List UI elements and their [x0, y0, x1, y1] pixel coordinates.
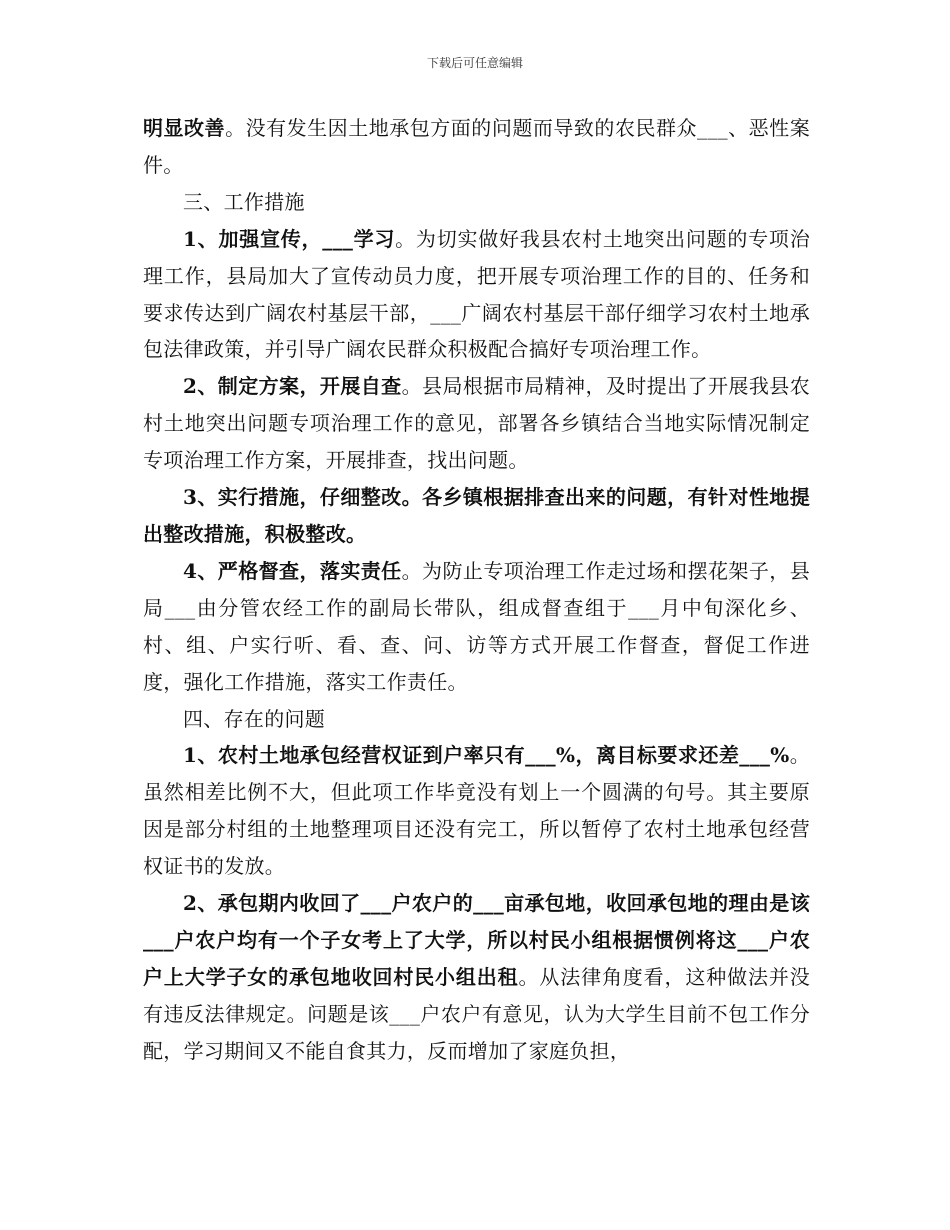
paragraph-supervision — [143, 553, 810, 701]
page-header: 下载后可任意编辑 — [426, 56, 523, 70]
paragraph-certificate-rate — [143, 737, 810, 885]
paragraph-continuation — [143, 110, 810, 184]
heading-text: 四、存在的问题 — [183, 706, 326, 731]
paragraph-plan — [143, 368, 810, 479]
section-heading-measures — [143, 184, 810, 221]
heading-text: 三、工作措施 — [183, 189, 305, 214]
bold-lead: 1、加强宣传，___学习 — [183, 226, 396, 251]
bold-lead: 3、实行措施，仔细整改。各乡镇根据排查出来的问题，有针对性地提出整改措施，积极整改。 — [143, 485, 810, 546]
bold-lead: 1、农村土地承包经营权证到户率只有___%，离目标要求还差___% — [183, 743, 790, 768]
paragraph-text: 。县局根据市局精神，及时提出了开展我县农村土地突出问题专项治理工作的意见，部署各乡镇结合当地实际情况制定专项治理工作方案，开展排查，找出问题。 — [143, 374, 811, 473]
bold-lead: 4、严格督查，落实责任 — [183, 558, 402, 583]
paragraph-text: 。为切实做好我县农村土地突出问题的专项治理工作，县局加大了宣传动员力度，把开展专项治理工作的目的、任务和要求传达到广阔农村基层干部，___广阔农村基层干部仔细学习农村土地承包法律政策，并引导广阔农民群众积极配合搞好专项治理工作。 — [143, 226, 810, 362]
paragraph-text: 。虽然相差比例不大，但此项工作毕竟没有划上一个圆满的句号。其主要原因是部分村组的土地整理项目还没有完工，所以暂停了农村土地承包经营权证书的发放。 — [143, 743, 810, 879]
paragraph-text: 。从法律角度看，这种做法并没有违反法律规定。问题是该___户农户有意见，认为大学生目前不包工作分配，学习期间又不能自食其力，反而增加了家庭负担， — [143, 964, 810, 1063]
paragraph-text: 。没有发生因土地承包方面的问题而导致的农民群众___、恶性案件。 — [143, 116, 810, 177]
paragraph-text: 。为防止专项治理工作走过场和摆花架子，县局___由分管农经工作的副局长带队，组成督查组于___月中旬深化乡、村、组、户实行听、看、查、问、访等方式开展工作督查，督促工作进度，强化工作措施，落实工作责任。 — [143, 558, 811, 694]
bold-lead: 2、承包期内收回了___户农户的___亩承包地，收回承包地的理由是该___户农户均有一个子女考上了大学，所以村民小组根据惯例将这___户农户上大学子女的承包地收回村民小组出租 — [143, 891, 810, 989]
bold-lead: 明显改善 — [143, 116, 226, 140]
document-body — [143, 110, 810, 1070]
section-heading-problems — [143, 701, 810, 738]
bold-lead: 2、制定方案，开展自查 — [183, 374, 402, 399]
paragraph-rectification — [143, 479, 810, 553]
paragraph-land-recall — [143, 885, 810, 1070]
paragraph-publicity — [143, 221, 810, 369]
